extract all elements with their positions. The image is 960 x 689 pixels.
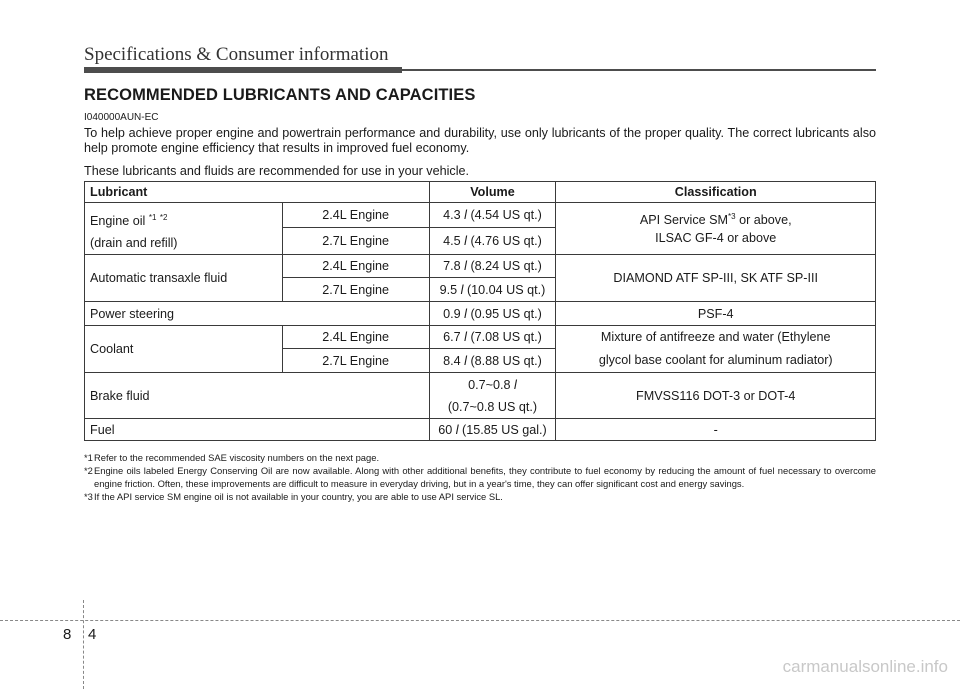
volume-cell: 60 l (15.85 US gal.) — [429, 419, 556, 441]
volume-cell: 4.5 l (4.76 US qt.) — [429, 228, 556, 255]
engine-label: 2.4L Engine — [282, 326, 429, 349]
watermark: carmanualsonline.info — [782, 657, 948, 676]
fuel-class: - — [556, 419, 876, 441]
table-header-row — [85, 182, 876, 203]
section-title: Specifications & Consumer information — [84, 44, 389, 65]
volume-cell: 4.3 l (4.54 US qt.) — [429, 203, 556, 228]
fuel-name: Fuel — [85, 419, 430, 441]
footer-divider-vertical — [83, 600, 84, 689]
table-row — [85, 302, 876, 326]
main-heading: RECOMMENDED LUBRICANTS AND CAPACITIES — [84, 86, 476, 104]
table-row — [85, 255, 876, 278]
engine-label: 2.7L Engine — [282, 349, 429, 373]
engine-label: 2.4L Engine — [282, 203, 429, 228]
section-code: I040000AUN-EC — [84, 112, 159, 123]
table-row — [85, 419, 876, 441]
footnote-ref: *1 — [148, 213, 157, 222]
engine-oil-name-cell — [85, 203, 283, 255]
header-lubricant: Lubricant — [85, 182, 430, 203]
engine-label: 2.7L Engine — [282, 228, 429, 255]
intro-sentence: These lubricants and fluids are recommended for use in your vehicle. — [84, 164, 470, 178]
coolant-name: Coolant — [85, 326, 283, 373]
atf-class: DIAMOND ATF SP-III, SK ATF SP-III — [556, 255, 876, 302]
coolant-class: Mixture of antifreeze and water (Ethylene glycol base coolant for aluminum radiator) — [556, 326, 876, 373]
volume-cell: 7.8 l (8.24 US qt.) — [429, 255, 556, 278]
footnote: *2 Engine oils labeled Energy Conserving Oil are now available. Along with other additional benefits, they contribute to fuel economy by reducing the amount of fuel necessary to overcome engine friction. Often, these improvements are difficult to measure in everyday driving, but in a year's time, they can offer significant cost and energy savings. — [84, 465, 876, 489]
engine-oil-sub: (drain and refill) — [90, 236, 178, 251]
header-bar-dark — [84, 67, 402, 73]
brake-fluid-name: Brake fluid — [85, 373, 430, 419]
volume-cell: 6.7 l (7.08 US qt.) — [429, 326, 556, 349]
lubricants-table — [84, 181, 876, 441]
table-row — [85, 373, 876, 419]
power-steering-name: Power steering — [85, 302, 430, 326]
header-classification: Classification — [556, 182, 876, 203]
atf-name: Automatic transaxle fluid — [85, 255, 283, 302]
page-chapter: 8 — [63, 626, 72, 643]
footnotes — [84, 451, 876, 503]
footer-divider — [0, 620, 960, 621]
engine-oil-name: Engine oil — [90, 214, 146, 229]
engine-oil-class: API Service SM$^{*3}$ or above, ILSAC GF-4 or above — [556, 203, 876, 255]
header-volume: Volume — [429, 182, 556, 203]
table-row — [85, 203, 876, 228]
table-row — [85, 326, 876, 349]
volume-cell: 0.7~0.8 l (0.7~0.8 US qt.) — [429, 373, 556, 419]
footnote: *1 Refer to the recommended SAE viscosity numbers on the next page. — [84, 452, 380, 463]
header-bar-line — [402, 69, 876, 71]
engine-label: 2.7L Engine — [282, 278, 429, 302]
footnote-ref: *2 — [159, 213, 168, 222]
intro-paragraph: To help achieve proper engine and powertrain performance and durability, use only lubricants of the proper quality. The correct lubricants also help promote engine efficiency that results in improved fuel economy. — [84, 126, 876, 155]
power-steering-class: PSF-4 — [556, 302, 876, 326]
page-number: 4 — [88, 626, 97, 643]
engine-label: 2.4L Engine — [282, 255, 429, 278]
volume-cell: 9.5 l (10.04 US qt.) — [429, 278, 556, 302]
volume-cell: 8.4 l (8.88 US qt.) — [429, 349, 556, 373]
brake-fluid-class: FMVSS116 DOT-3 or DOT-4 — [556, 373, 876, 419]
footnote: *3 If the API service SM engine oil is not available in your country, you are able to use API service SL. — [84, 491, 503, 502]
volume-cell: 0.9 l (0.95 US qt.) — [429, 302, 556, 326]
